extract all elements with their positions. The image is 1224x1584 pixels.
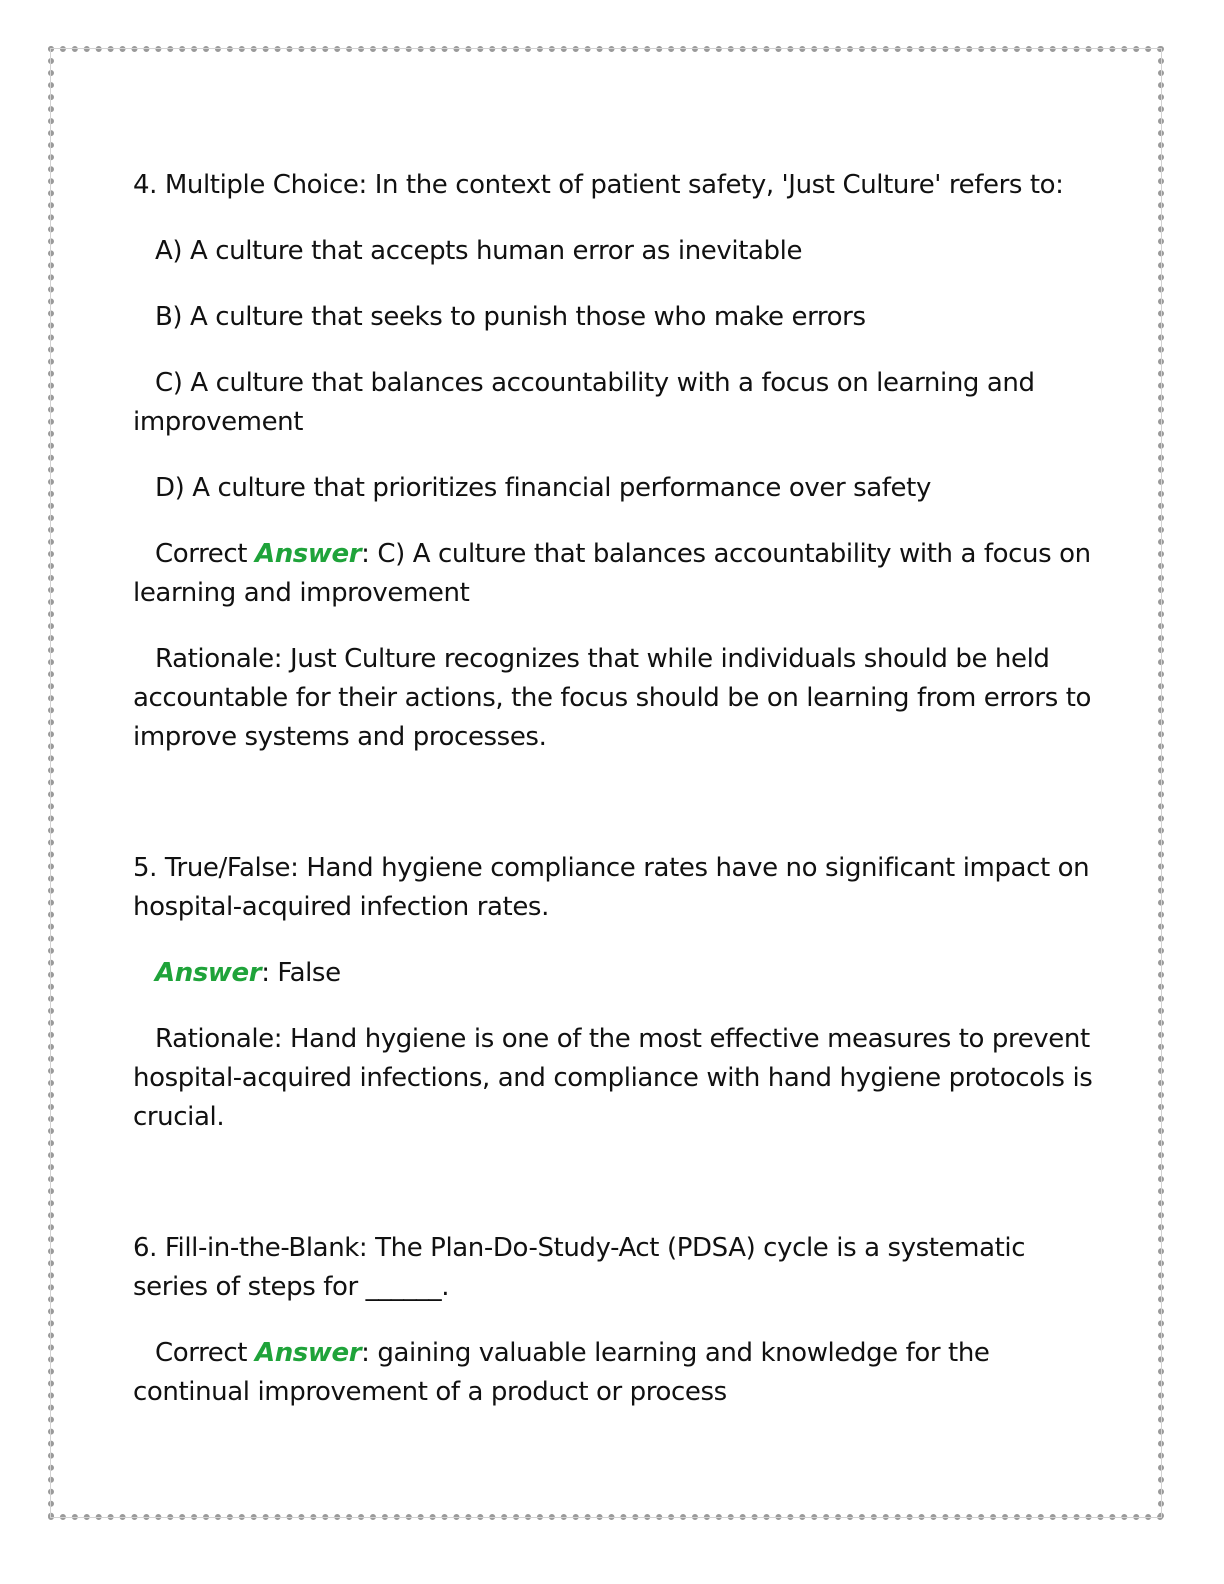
answer-text: : C) A culture that balances accountability with a focus on learning and improvement xyxy=(133,539,1091,608)
answer-label: Answer xyxy=(155,958,262,988)
answer-text: : False xyxy=(261,958,341,988)
question-4-option-b: B) A culture that seeks to punish those who make errors xyxy=(155,302,866,332)
answer-label: Answer xyxy=(254,539,362,569)
question-6 xyxy=(133,1229,1093,1412)
question-4-answer xyxy=(133,535,1093,613)
question-5-text: 5. True/False: Hand hygiene compliance rates have no significant impact on hospital-acquired infection rates. xyxy=(133,853,1090,922)
question-5-answer xyxy=(133,954,1093,993)
question-5-rationale: Rationale: Hand hygiene is one of the most effective measures to prevent hospital-acquired infections, and compliance with hand hygiene protocols is crucial. xyxy=(133,1024,1093,1132)
question-4-text: 4. Multiple Choice: In the context of patient safety, 'Just Culture' refers to: xyxy=(133,170,1064,200)
question-4-option-d: D) A culture that prioritizes financial performance over safety xyxy=(155,473,931,503)
question-4-option-c: C) A culture that balances accountability with a focus on learning and improvement xyxy=(133,368,1035,437)
question-6-answer xyxy=(133,1334,1093,1412)
answer-prefix: Correct xyxy=(155,1338,255,1368)
question-6-text: 6. Fill-in-the-Blank: The Plan-Do-Study-Act (PDSA) cycle is a systematic series of steps for ______. xyxy=(133,1233,1026,1302)
question-4-option-a: A) A culture that accepts human error as inevitable xyxy=(155,236,803,266)
question-5 xyxy=(133,849,1093,1137)
question-4-rationale: Rationale: Just Culture recognizes that while individuals should be held accountable for their actions, the focus should be on learning from errors to improve systems and processes. xyxy=(133,644,1092,752)
document-content xyxy=(133,166,1093,1412)
answer-prefix: Correct xyxy=(155,539,255,569)
answer-text: : gaining valuable learning and knowledge for the continual improvement of a product or process xyxy=(133,1338,990,1407)
answer-label: Answer xyxy=(254,1338,362,1368)
question-4 xyxy=(133,166,1093,757)
